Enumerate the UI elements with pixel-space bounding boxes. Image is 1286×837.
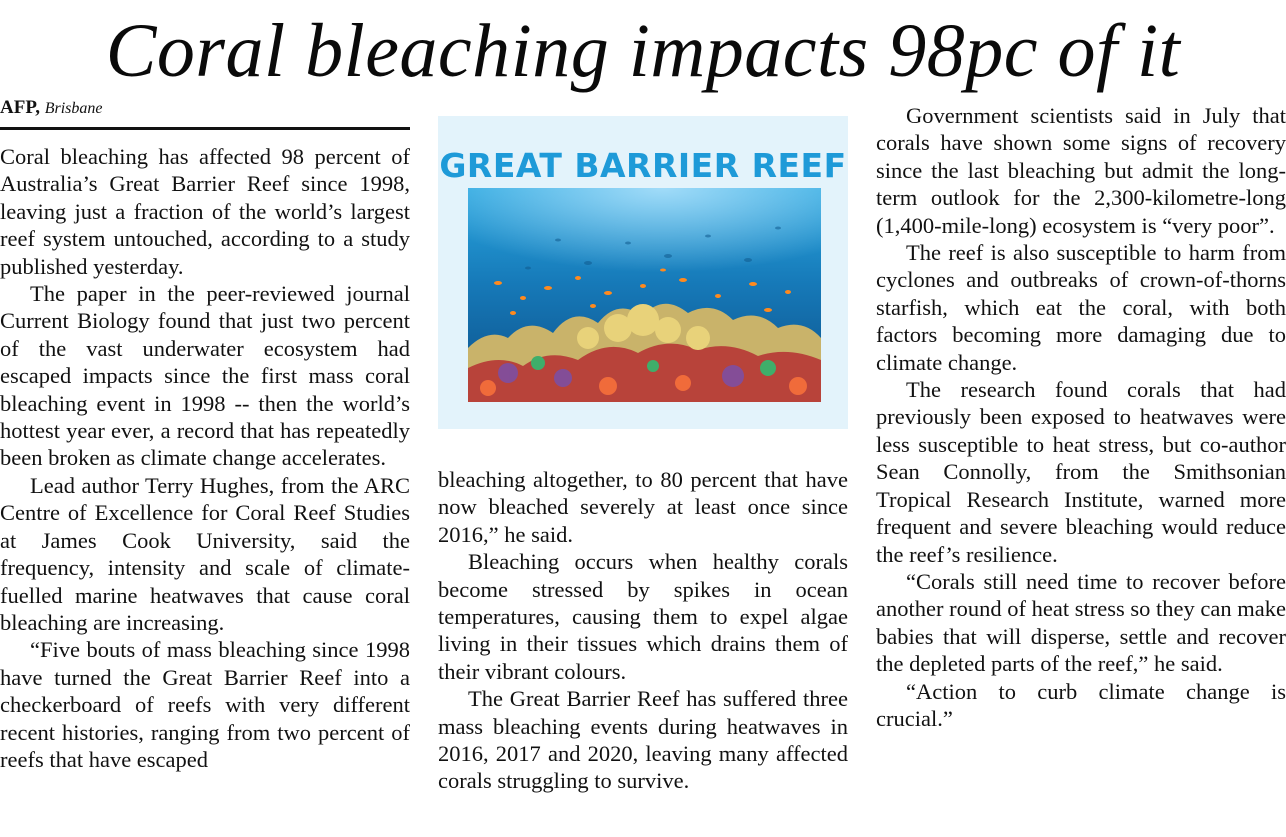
reef-figure: [438, 116, 848, 429]
paragraph: bleaching altogether, to 80 percent that have now bleached severely at least once since 2016,” he said.: [438, 467, 848, 547]
paragraph: Government scientists said in July that corals have shown some signs of recovery since the last bleaching but admit the long-term outlook for the 2,300-kilometre-long (1,400-mile-long) ecosystem is “very poor”.: [876, 103, 1286, 238]
paragraph: The research found corals that had previously been exposed to heatwaves were less susceptible to heat stress, but co-author Sean Connolly, from the Smithsonian Tropical Research Institute, warned more frequent and severe bleaching would reduce the reef’s resilience.: [876, 377, 1286, 567]
byline-place: Brisbane: [44, 100, 103, 117]
byline: [0, 96, 410, 130]
paragraph: Lead author Terry Hughes, from the ARC Centre of Excellence for Coral Reef Studies at James Cook University, said the frequency, intensity and scale of climate-fuelled marine heatwaves that cause coral bleaching are increasing.: [0, 472, 410, 635]
coral-reef-photo: [468, 188, 821, 402]
paragraph: Bleaching occurs when healthy corals become stressed by spikes in ocean temperatures, causing them to expel algae living in their tissues which drains them of their vibrant colours.: [438, 549, 848, 684]
paragraph: The reef is also susceptible to harm from cyclones and outbreaks of crown-of-thorns starfish, which eat the coral, with both factors becoming more damaging due to climate change.: [876, 240, 1286, 375]
paragraph: “Five bouts of mass bleaching since 1998 have turned the Great Barrier Reef into a checkerboard of reefs with very different recent histories, ranging from two percent of reefs that have escaped: [0, 637, 410, 772]
article-column-3: [876, 102, 1286, 732]
figure-title: GREAT BARRIER REEF: [439, 146, 847, 185]
article-column-2: [438, 466, 848, 795]
paragraph: The Great Barrier Reef has suffered three mass bleaching events during heatwaves in 2016, 2017 and 2020, leaving many affected corals struggling to survive.: [438, 686, 848, 794]
byline-agency: AFP,: [0, 97, 40, 118]
paragraph: Coral bleaching has affected 98 percent of Australia’s Great Barrier Reef since 1998, leaving just a fraction of the world’s largest reef system untouched, according to a study published yesterday.: [0, 144, 410, 279]
paragraph: “Action to curb climate change is crucial.”: [876, 678, 1286, 731]
headline: Coral bleaching impacts 98pc of it: [105, 9, 1181, 93]
paragraph: “Corals still need time to recover before another round of heat stress so they can make babies that will disperse, settle and recover the depleted parts of the reef,” he said.: [876, 568, 1286, 677]
paragraph: The paper in the peer-reviewed journal Current Biology found that just two percent of the vast underwater ecosystem had escaped impacts since the first mass coral bleaching event in 1998 -- then the world’s hottest year ever, a record that has repeatedly been broken as climate change accelerates.: [0, 281, 410, 471]
article-column-1: [0, 143, 410, 773]
